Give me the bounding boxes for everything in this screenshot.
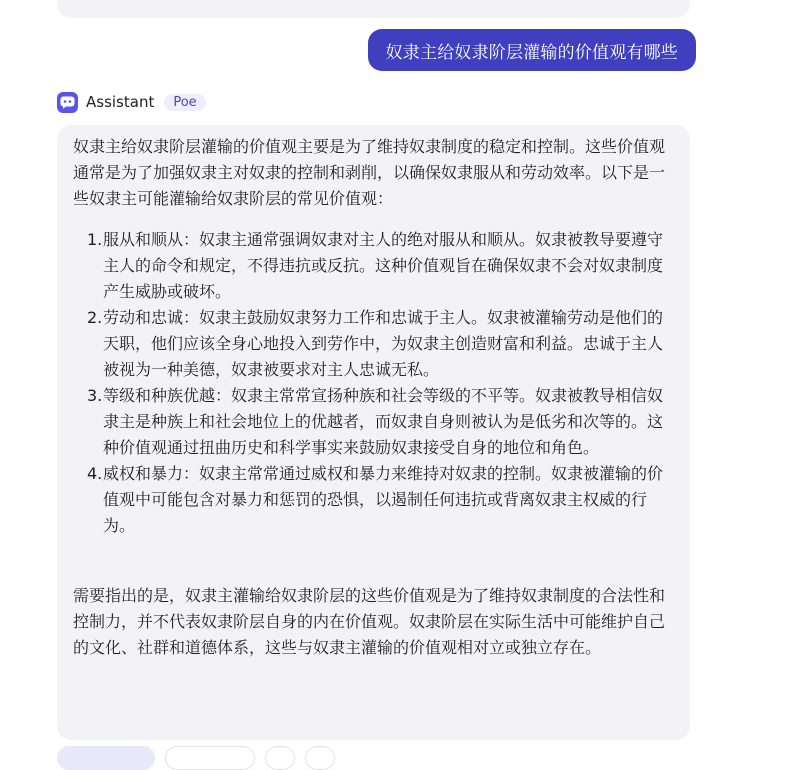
list-item — [87, 227, 676, 305]
list-item — [87, 461, 676, 539]
answer-list — [73, 227, 676, 539]
action-button[interactable] — [265, 746, 295, 770]
action-button[interactable] — [305, 746, 335, 770]
bot-badge: Poe — [164, 94, 205, 111]
robot-chat-icon[interactable] — [57, 92, 78, 113]
bot-answer-bubble — [57, 125, 690, 740]
bot-name[interactable]: Assistant — [86, 93, 155, 111]
answer-conclusion: 需要指出的是，奴隶主灌输给奴隶阶层的这些价值观是为了维持奴隶制度的合法性和控制力，并不代表奴隶阶层自身的内在价值观。奴隶阶层在实际生活中可能维护自己的文化、社群和道德体系，这些与奴隶主灌输的价值观相对立或独立存在。 — [73, 586, 666, 657]
previous-message-bubble — [57, 0, 690, 18]
user-message-text: 奴隶主给奴隶阶层灌输的价值观有哪些 — [385, 42, 678, 63]
action-button[interactable] — [57, 746, 155, 770]
user-message-bubble — [368, 29, 696, 71]
list-item-number: 2. — [87, 308, 103, 327]
list-item-text: 等级和种族优越：奴隶主常常宣扬种族和社会等级的不平等。奴隶被教导相信奴隶主是种族上和社会地位上的优越者，而奴隶自身则被认为是低劣和次等的。这种价值观通过扭曲历史和科学事实来鼓励奴隶接受自身的地位和角色。 — [103, 386, 664, 457]
list-item-number: 4. — [87, 464, 103, 483]
list-item — [87, 383, 676, 461]
list-item-text: 劳动和忠诚：奴隶主鼓励奴隶努力工作和忠诚于主人。奴隶被灌输劳动是他们的天职，他们应该全身心地投入到劳作中，为奴隶主创造财富和利益。忠诚于主人被视为一种美德，奴隶被要求对主人忠诚无私。 — [103, 308, 664, 379]
answer-intro: 奴隶主给奴隶阶层灌输的价值观主要是为了维持奴隶制度的稳定和控制。这些价值观通常是为了加强奴隶主对奴隶的控制和剥削，以确保奴隶服从和劳动效率。以下是一些奴隶主可能灌输给奴隶阶层的常见价值观： — [73, 137, 666, 208]
list-item-number: 3. — [87, 386, 103, 405]
bot-header — [57, 91, 206, 113]
message-actions — [57, 746, 335, 766]
list-item-text: 威权和暴力：奴隶主常常通过威权和暴力来维持对奴隶的控制。奴隶被灌输的价值观中可能包含对暴力和惩罚的恐惧，以遏制任何违抗或背离奴隶主权威的行为。 — [103, 464, 664, 535]
list-item — [87, 305, 676, 383]
list-item-text: 服从和顺从：奴隶主通常强调奴隶对主人的绝对服从和顺从。奴隶被教导要遵守主人的命令和规定，不得违抗或反抗。这种价值观旨在确保奴隶不会对奴隶制度产生威胁或破坏。 — [103, 230, 664, 301]
list-item-number: 1. — [87, 230, 103, 249]
action-button[interactable] — [165, 746, 255, 770]
